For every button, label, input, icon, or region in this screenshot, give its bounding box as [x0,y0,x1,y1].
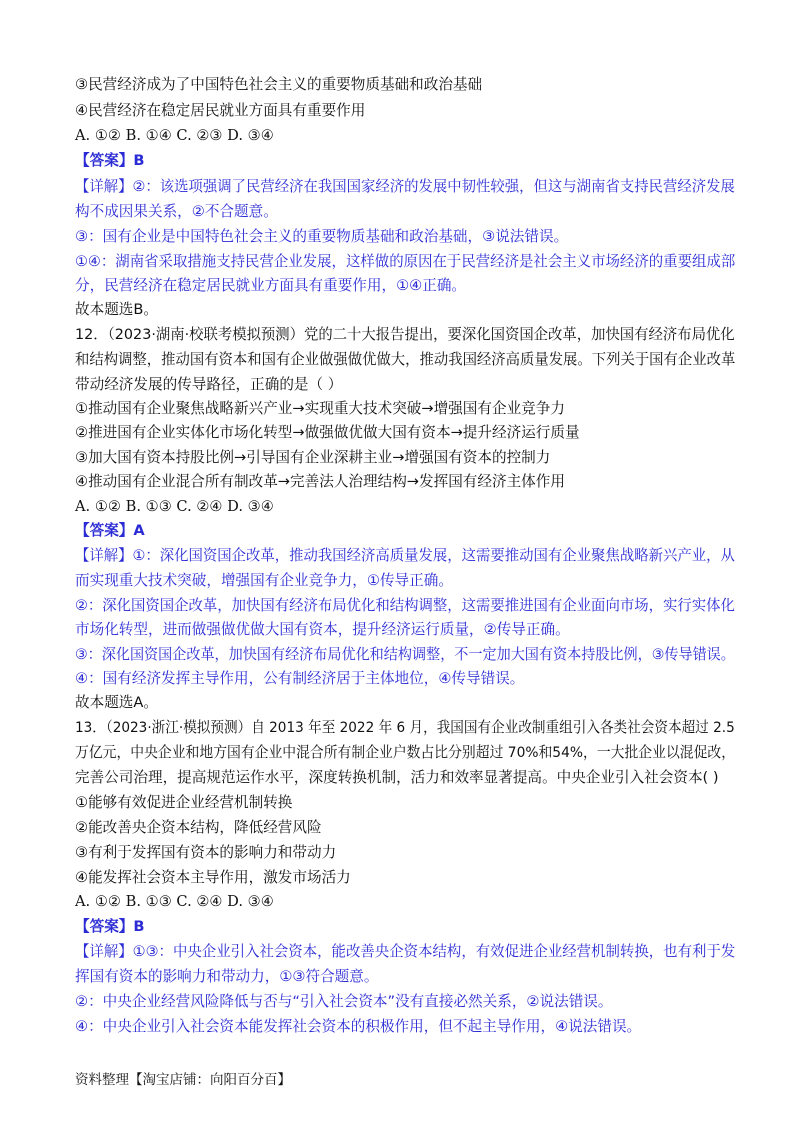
q11-detail-line: ③：国有企业是中国特色社会主义的重要物质基础和政治基础，③说法错误。 [75,228,569,245]
q12-option-3: ③加大国有资本持股比例→引导国有企业深耕主业→增强国有资本的控制力 [75,449,551,466]
q11-option-4: ④民营经济在稳定居民就业方面具有重要作用 [75,102,366,119]
q12-detail-line: 而实现重大技术突破，增强国有企业竞争力，①传导正确。 [75,572,453,589]
q11-answer: 【答案】B [75,152,145,169]
q11-choices: A. ①② B. ①④ C. ②③ D. ③④ [75,127,274,144]
q12-option-1: ①推动国有企业聚焦战略新兴产业→实现重大技术突破→增强国有企业竞争力 [75,400,565,417]
q11-detail-line: 构不成因果关系，②不合题意。 [75,203,278,220]
q12-answer: 【答案】A [75,522,145,539]
q13-stem-line: 完善公司治理，提高规范运作水平，深度转换机制，活力和效率显著提高。中央企业引入社会资本( ) [75,769,719,786]
q11-detail-line: ①④：湖南省采取措施支持民营企业发展，这样做的原因在于民营经济是社会主义市场经济的重要组成部 [75,253,736,270]
q12-conclusion: 故本题选A。 [75,694,158,711]
q13-option-1: ①能够有效促进企业经营机制转换 [75,794,293,811]
q11-detail-line: 【详解】②：该选项强调了民营经济在我国国家经济的发展中韧性较强，但这与湖南省支持民营经济发展 [75,178,735,195]
q13-stem-line: 13．（2023·浙江·模拟预测）自 2013 年至 2022 年 6 月，我国国有企业改制重组引入各类社会资本超过 2.5 [75,719,735,736]
q12-detail-line: ④：国有经济发挥主导作用，公有制经济居于主体地位，④传导错误。 [75,670,525,687]
q11-conclusion: 故本题选B。 [75,301,158,318]
q12-stem-line: 带动经济发展的传导路径，正确的是（ ） [75,376,343,393]
q13-option-2: ②能改善央企资本结构，降低经营风险 [75,819,322,836]
q13-detail-line: ④：中央企业引入社会资本能发挥社会资本的积极作用，但不起主导作用，④说法错误。 [75,1018,642,1035]
q12-stem-line: 12．（2023·湖南·校联考模拟预测）党的二十大报告提出，要深化国资国企改革，加快国有经济布局优化 [75,326,735,343]
q12-option-2: ②推进国有企业实体化市场化转型→做强做优做大国有资本→提升经济运行质量 [75,424,580,441]
q12-detail-line: 市场化转型，进而做强做优做大国有资本，提升经济运行质量，②传导正确。 [75,621,570,638]
q12-stem-line: 和结构调整，推动国有资本和国有企业做强做优做大，推动我国经济高质量发展。下列关于国有企业改革 [75,351,736,368]
q12-detail-line: 【详解】①：深化国资国企改革，推动我国经济高质量发展，这需要推动国有企业聚焦战略新兴产业，从 [75,547,735,564]
q13-detail-line: ②：中央企业经营风险降低与否与“引入社会资本”没有直接必然关系，②说法错误。 [75,993,613,1010]
q13-detail-line: 【详解】①③：中央企业引入社会资本，能改善央企资本结构，有效促进企业经营机制转换，也有利于发 [75,943,736,960]
q12-choices: A. ①② B. ①③ C. ②④ D. ③④ [75,498,274,515]
q13-option-3: ③有利于发挥国有资本的影响力和带动力 [75,844,337,861]
q12-detail-line: ②：深化国资国企改革，加快国有经济布局优化和结构调整，这需要推进国有企业面向市场，实行实体化 [75,597,735,614]
q12-detail-line: ③：深化国资国企改革，加快国有经济布局优化和结构调整，不一定加大国有资本持股比例，③传导错误。 [75,646,735,663]
page-footer: 资料整理【淘宝店铺：向阳百分百】 [75,1072,291,1088]
q13-option-4: ④能发挥社会资本主导作用，激发市场活力 [75,869,351,886]
q13-answer: 【答案】B [75,918,145,935]
q13-choices: A. ①② B. ①③ C. ②④ D. ③④ [75,893,274,910]
q11-option-3: ③民营经济成为了中国特色社会主义的重要物质基础和政治基础 [75,76,483,93]
q13-stem-line: 万亿元，中央企业和地方国有企业中混合所有制企业户数占比分别超过 70%和54%，一大批企业以混促改， [75,744,736,761]
q12-option-4: ④推动国有企业混合所有制改革→完善法人治理结构→发挥国有经济主体作用 [75,473,565,490]
q11-detail-line: 分，民营经济在稳定居民就业方面具有重要作用，①④正确。 [75,277,467,294]
q13-detail-line: 挥国有资本的影响力和带动力，①③符合题意。 [75,968,379,985]
